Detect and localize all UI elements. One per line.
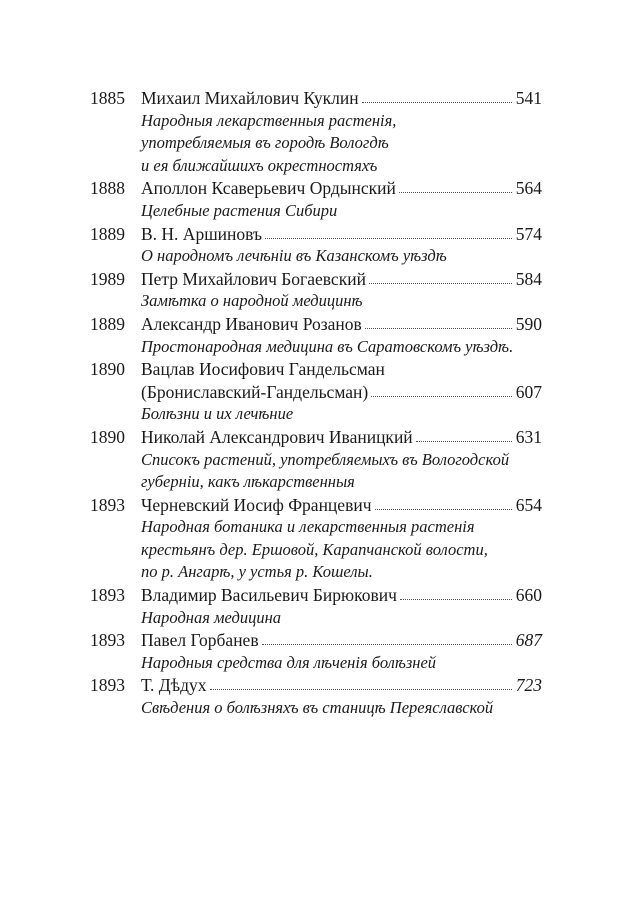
entry-year: 1890: [90, 426, 125, 447]
dot-leader: [369, 283, 512, 284]
entry-title-line: Народная ботаника и лекарственныя растенія: [141, 517, 475, 537]
entry-title-line: Народныя лекарственныя растенія,: [141, 110, 397, 130]
entry-author: Александр Иванович Розанов: [141, 313, 362, 334]
toc-entry: [90, 674, 560, 719]
table-of-contents: [90, 87, 560, 720]
entry-title-line: употребляемыя въ городѣ Вологдѣ: [141, 133, 389, 153]
dot-leader: [371, 396, 512, 397]
dot-leader: [416, 441, 512, 442]
entry-author: Вацлав Иосифович Гандельсман: [141, 359, 385, 380]
entry-page-number: 654: [515, 494, 542, 515]
dot-leader: [362, 102, 512, 103]
dot-leader: [400, 599, 512, 600]
entry-year: 1893: [90, 585, 125, 606]
entry-title-line: Целебные растения Сибири: [141, 200, 338, 220]
toc-entry: [90, 87, 560, 177]
entry-heading-line: [90, 268, 560, 291]
dot-leader: [365, 328, 512, 329]
dot-leader: [375, 509, 512, 510]
entry-author: (Брониславский-Гандельсман): [141, 381, 369, 402]
entry-title-line: Списокъ растений, употребляемыхъ въ Вологодской: [141, 449, 510, 469]
entry-title-line: крестьянъ дер. Ершовой, Карапчанской волости,: [141, 539, 488, 559]
toc-entry: [90, 177, 560, 222]
entry-year: 1889: [90, 223, 125, 244]
toc-entry: [90, 629, 560, 674]
entry-author: В. Н. Аршиновъ: [141, 223, 263, 244]
dot-leader: [262, 644, 512, 645]
entry-title-line: Свѣдения о болѣзняхъ въ станицѣ Переяславской: [141, 698, 494, 718]
entry-title-line: Народныя средства для лѣченія болѣзней: [141, 652, 437, 672]
entry-heading-line: [90, 629, 560, 652]
entry-title-line: по р. Ангарѣ, у устья р. Кошелы.: [141, 562, 373, 582]
entry-author: Михаил Михайлович Куклин: [141, 88, 359, 108]
entry-title-line: Простонародная медицина въ Саратовскомъ уѣздѣ.: [141, 336, 514, 356]
entry-heading-line: [90, 584, 560, 607]
entry-page-number: 723: [515, 675, 542, 696]
entry-year: 1889: [90, 313, 125, 334]
entry-year: 1989: [90, 268, 125, 289]
entry-page-number: 631: [515, 426, 542, 447]
entry-heading-line: [90, 313, 560, 336]
entry-page-number: 590: [515, 313, 542, 334]
toc-entry: [90, 426, 560, 494]
entry-year: 1885: [90, 88, 125, 108]
entry-author: Петр Михайлович Богаевский: [141, 268, 366, 289]
entry-author: Черневский Иосиф Францевич: [141, 494, 372, 515]
entry-author: Николай Александрович Иваницкий: [141, 426, 413, 447]
entry-year: 1893: [90, 675, 125, 696]
entry-author: Аполлон Ксаверьевич Ордынский: [141, 178, 396, 199]
entry-heading-line: [90, 426, 560, 449]
toc-entry: [90, 313, 560, 358]
entry-author: Павел Горбанев: [141, 630, 259, 651]
entry-page-number: 660: [515, 585, 542, 606]
entry-year: 1893: [90, 630, 125, 651]
entry-year: 1893: [90, 494, 125, 515]
entry-page-number: 584: [515, 268, 542, 289]
entry-title-line: Замѣтка о народной медицинѣ: [141, 291, 363, 311]
dot-leader: [399, 192, 512, 193]
entry-year: 1890: [90, 359, 125, 380]
entry-title-line: и ея ближайшихъ окрестностяхъ: [141, 155, 378, 175]
toc-entry: [90, 223, 560, 268]
toc-entry: [90, 268, 560, 313]
toc-entry: [90, 584, 560, 629]
entry-page-number: 607: [515, 381, 542, 402]
entry-heading-line: [90, 494, 560, 517]
entry-page-number: 564: [515, 178, 542, 199]
entry-heading-line: [90, 381, 560, 404]
dot-leader: [265, 238, 512, 239]
entry-page-number: 687: [515, 630, 542, 651]
entry-page-number: 574: [515, 223, 542, 244]
entry-heading-line: [90, 674, 560, 697]
entry-heading-line: [90, 87, 560, 110]
toc-entry: [90, 358, 560, 426]
entry-author: Т. Дѣдух: [141, 675, 207, 696]
entry-heading-line: [90, 177, 560, 200]
entry-heading-line: [90, 358, 560, 381]
entry-title-line: губернiи, какъ лѣкарственныя: [141, 472, 355, 492]
entry-year: 1888: [90, 178, 125, 199]
entry-page-number: 541: [515, 88, 542, 108]
dot-leader: [210, 689, 512, 690]
entry-author: Владимир Васильевич Бирюкович: [141, 585, 397, 606]
entry-heading-line: [90, 223, 560, 246]
toc-entry: [90, 494, 560, 584]
entry-title-line: Народная медицина: [141, 607, 282, 627]
entry-title-line: Болѣзни и их лечѣние: [141, 404, 294, 424]
entry-title-line: О народномъ лечѣнiи въ Казанскомъ уѣздѣ: [141, 246, 447, 266]
